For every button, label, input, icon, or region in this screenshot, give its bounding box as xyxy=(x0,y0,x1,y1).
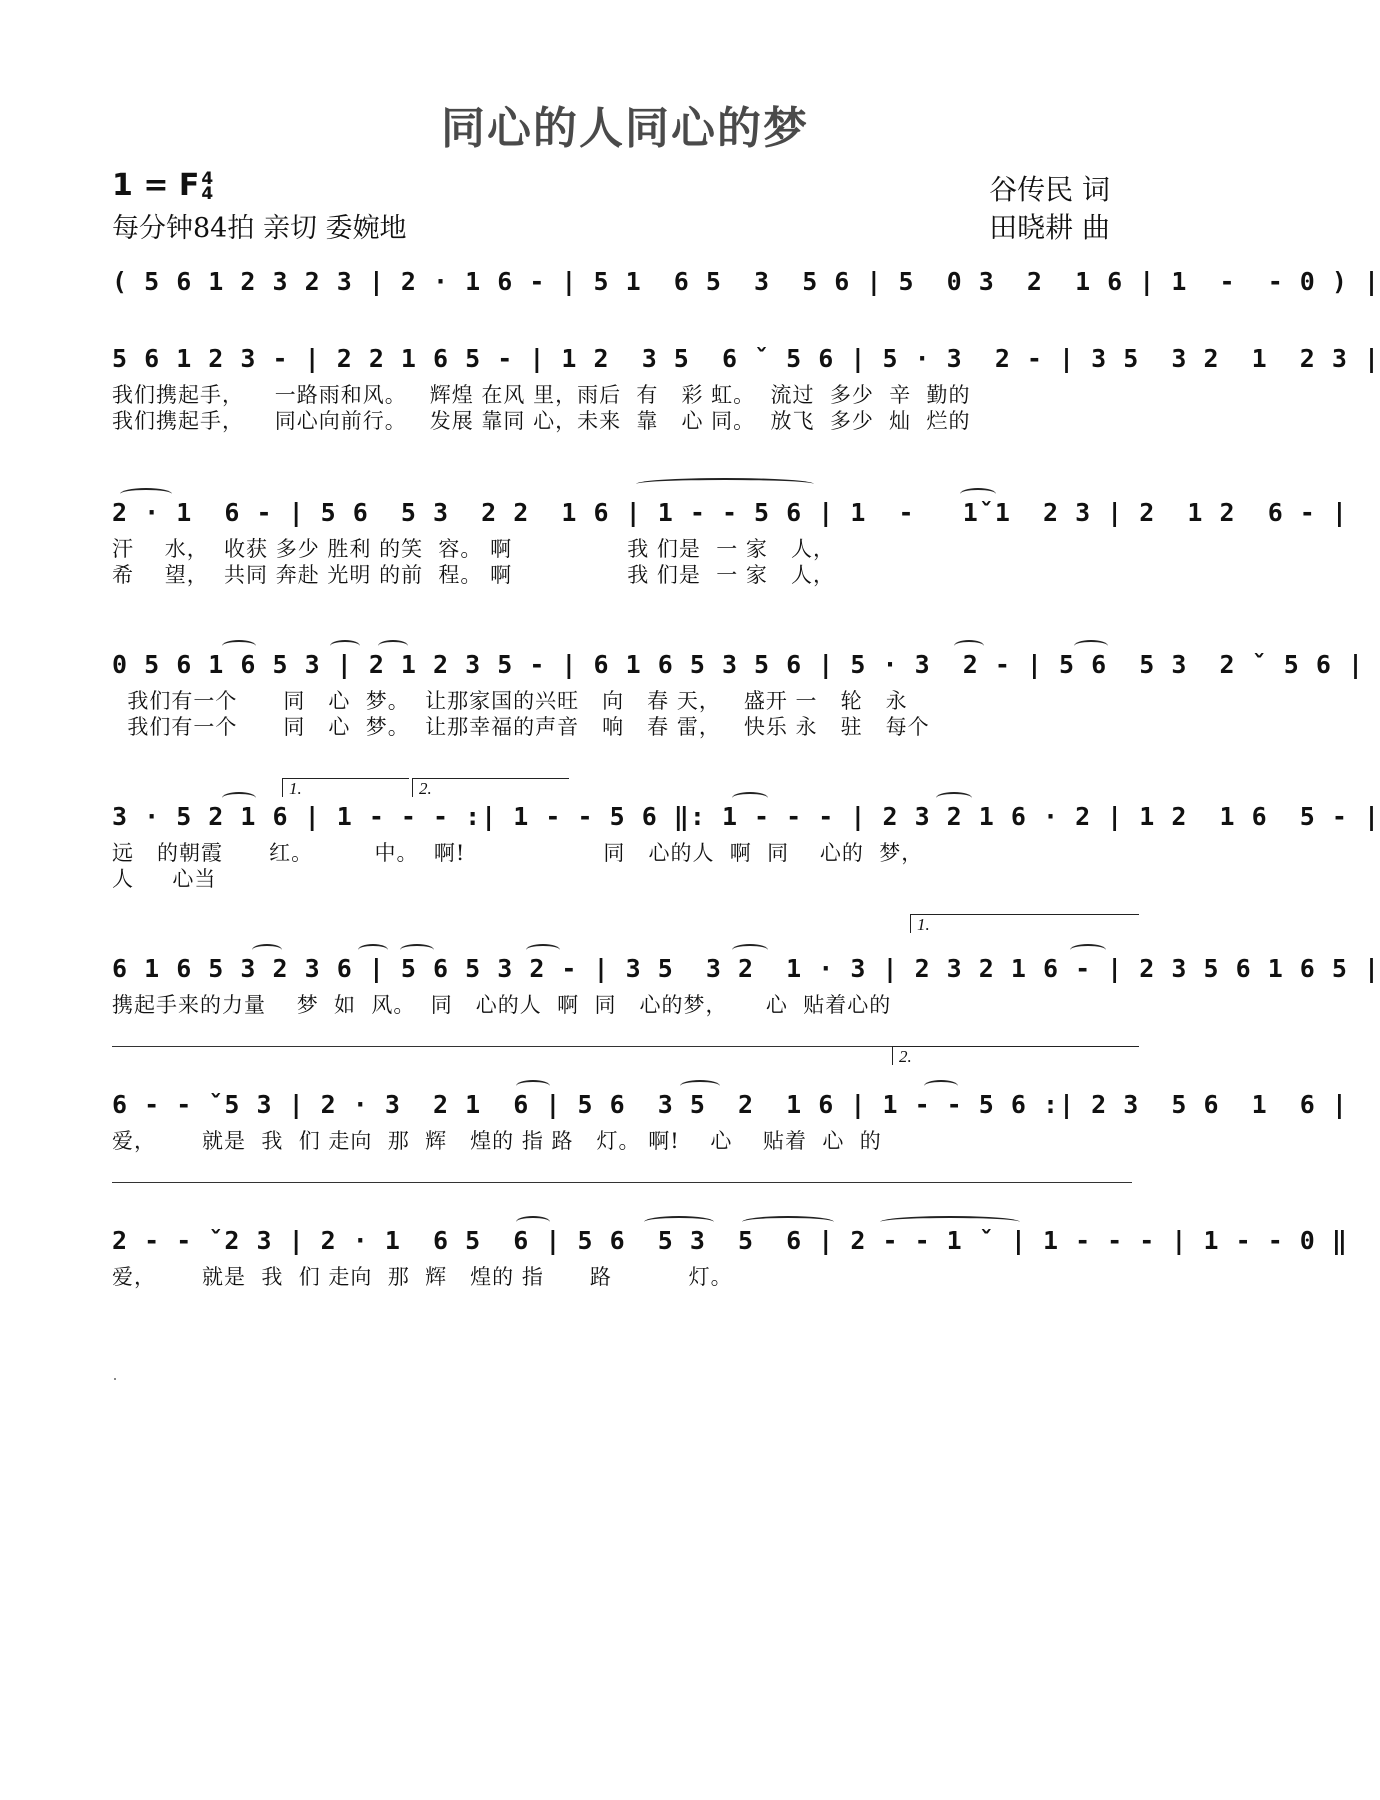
notes-line-5: 3 · 5 2 1 6 | 1 - - - :| 1 - - 5 6 ‖: 1 - - - | 2 3 2 1 6 · 2 | 1 2 1 6 5 - | xyxy=(112,802,1380,831)
lyric-line-6-verse-1: 携起手来的力量 梦 如 风。 同 心的人 啊 同 心的梦， 心 贴着心的 xyxy=(112,993,892,1017)
lyric-line-2-verse-1: 我们携起手， 一路雨和风。 辉煌 在风 里，雨后 有 彩 虹。 流过 多少 辛 勤的 xyxy=(112,383,971,407)
staff-divider xyxy=(112,1182,1132,1183)
score-line-2 xyxy=(112,342,1380,434)
lyric-line-5-verse-1: 远 的朝霞 红。 中。 啊! 同 心的人 啊 同 心的 梦， xyxy=(112,841,924,865)
meter-top: 4 xyxy=(201,168,214,189)
volta-bracket-2: 2. xyxy=(412,778,569,797)
notes-line-6: 6 1 6 5 3 2 3 6 | 5 6 5 3 2 - | 3 5 3 2 1 · 3 | 2 3 2 1 6 - | 2 3 5 6 1 6 5 | xyxy=(112,954,1380,983)
lyric-line-8-verse-1: 爱， 就是 我 们 走向 那 辉 煌的 指 路 灯。 xyxy=(112,1265,733,1289)
key-signature xyxy=(112,168,213,203)
page-title: 同心的人同心的梦 xyxy=(441,103,809,154)
lyric-line-3-verse-2: 希 望， 共同 奔赴 光明 的前 程。 啊 我 们是 一 家 人， xyxy=(112,563,835,587)
tempo-marking: 每分钟84拍 亲切 委婉地 xyxy=(112,213,407,244)
lyricist-credit: 谷传民 词 xyxy=(989,173,1110,206)
lyric-line-2-verse-2: 我们携起手， 同心向前行。 发展 靠同 心，未来 靠 心 同。 放飞 多少 灿 烂的 xyxy=(112,409,971,433)
notes-line-4: 0 5 6 1 6 5 3 | 2 1 2 3 5 - | 6 1 6 5 3 5 6 | 5 · 3 2 - | 5 6 5 3 2 ˇ 5 6 | xyxy=(112,650,1364,679)
notes-line-2: 5 6 1 2 3 - | 2 2 1 6 5 - | 1 2 3 5 6 ˇ 5 6 | 5 · 3 2 - | 3 5 3 2 1 2 3 | xyxy=(112,344,1380,373)
notes-line-3: 2 · 1 6 - | 5 6 5 3 2 2 1 6 | 1 - - 5 6 | 1 - 1ˇ1 2 3 | 2 1 2 6 - | xyxy=(112,498,1348,527)
score-line-7 xyxy=(112,1088,1348,1154)
key-label: 1 = F xyxy=(112,168,200,203)
score-line-3 xyxy=(112,496,1348,588)
score-line-5 xyxy=(112,800,1380,892)
volta-bracket-2b: 2. xyxy=(892,1046,1139,1065)
lyric-line-4-verse-2: 我们有一个 同 心 梦。 让那幸福的声音 响 春 雷， 快乐 永 驻 每个 xyxy=(112,715,930,739)
volta-bracket-1: 1. xyxy=(282,778,409,797)
score-line-4 xyxy=(112,648,1364,740)
notes-line-7: 6 - - ˇ5 3 | 2 · 3 2 1 6 | 5 6 3 5 2 1 6 | 1 - - 5 6 :| 2 3 5 6 1 6 | xyxy=(112,1090,1348,1119)
stray-mark xyxy=(114,1378,116,1380)
composer-credit: 田晓耕 曲 xyxy=(989,211,1110,244)
score-line-1 xyxy=(112,265,1380,299)
score-line-6 xyxy=(112,952,1380,1018)
volta-bracket-1b: 1. xyxy=(910,914,1139,933)
lyric-line-5-verse-2: 人 心当 xyxy=(112,867,217,891)
slur xyxy=(636,478,814,490)
time-signature xyxy=(201,168,214,204)
lyric-line-7-verse-1: 爱， 就是 我 们 走向 那 辉 煌的 指 路 灯。 啊! 心 贴着 心 的 xyxy=(112,1129,882,1153)
notes-line-8: 2 - - ˇ2 3 | 2 · 1 6 5 6 | 5 6 5 3 5 6 | 2 - - 1 ˇ | 1 - - - | 1 - - 0 ‖ xyxy=(112,1226,1348,1255)
lyric-line-4-verse-1: 我们有一个 同 心 梦。 让那家国的兴旺 向 春 天， 盛开 一 轮 永 xyxy=(112,689,908,713)
notes-line-1: ( 5 6 1 2 3 2 3 | 2 · 1 6 - | 5 1 6 5 3 5 6 | 5 0 3 2 1 6 | 1 - - 0 ) | xyxy=(112,267,1380,296)
meter-bottom: 4 xyxy=(201,183,214,204)
score-line-8 xyxy=(112,1224,1348,1290)
lyric-line-3-verse-1: 汗 水， 收获 多少 胜利 的笑 容。 啊 我 们是 一 家 人， xyxy=(112,537,835,561)
